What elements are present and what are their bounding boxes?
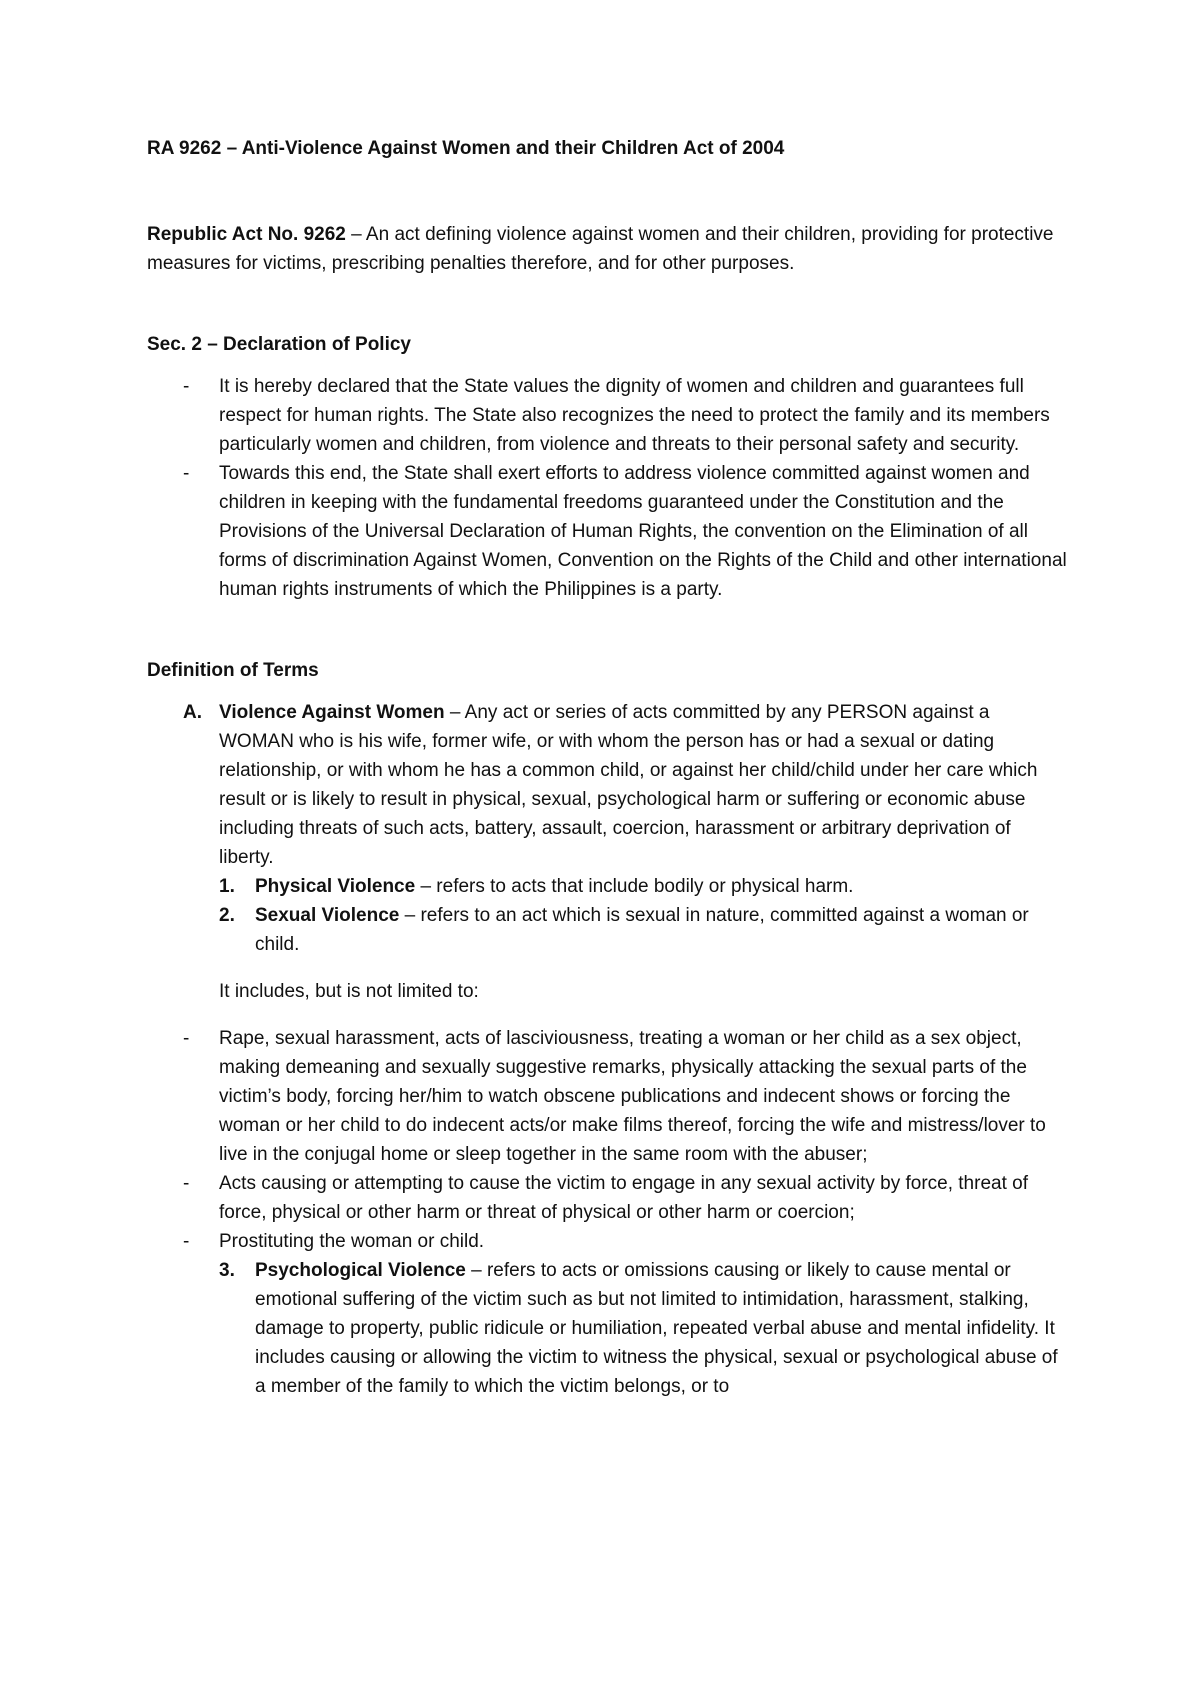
sexual-violence-item-text: Acts causing or attempting to cause the victim to engage in any sexual activity by force, threat of force, physical or other harm or threat of physical or other harm or coercion; — [219, 1173, 1028, 1223]
spacer — [147, 163, 1067, 220]
dash-bullet: - — [183, 463, 190, 484]
definitions-heading: Definition of Terms — [147, 660, 319, 681]
intro-lead: Republic Act No. 9262 — [147, 224, 346, 245]
definition-text: – refers to acts or omissions causing or likely to cause mental or emotional suffering of the victim such as but not limited to intimidation, harassment, stalking, damage to property, public ridicule or humiliation, repeated verbal abuse and mental infidelity. It includes causing or allowing the victim to witness the physical, sexual or psychological abuse of a member of the family to which the victim belongs, or to — [255, 1260, 1058, 1397]
definition-term: Psychological Violence — [255, 1260, 466, 1281]
alpha-marker: A. — [183, 702, 202, 723]
document-page — [147, 134, 1067, 1401]
definition-text: – Any act or series of acts committed by any PERSON against a WOMAN who is his wife, former wife, or with whom the person has or had a sexual or dating relationship, or with whom he has a common child, or against her child/child under her care which result or is likely to result in physical, sexual, psychological harm or suffering or economic abuse including threats of such acts, battery, assault, coercion, harassment or arbitrary deprivation of liberty. — [219, 702, 1038, 868]
number-marker: 2. — [219, 905, 235, 926]
sexual-violence-item — [147, 1024, 1067, 1169]
definition-2 — [147, 901, 1067, 959]
dash-bullet: - — [183, 376, 190, 397]
spacer — [147, 685, 1067, 698]
definition-a — [147, 698, 1067, 872]
document-title: RA 9262 – Anti-Violence Against Women and their Children Act of 2004 — [147, 138, 785, 159]
definition-term: Sexual Violence — [255, 905, 400, 926]
policy-item-text: Towards this end, the State shall exert efforts to address violence committed against women and children in keeping with the fundamental freedoms guaranteed under the Constitution and the Provisions of the Universal Declaration of Human Rights, the convention on the Elimination of all forms of discrimination Against Women, Convention on the Rights of the Child and other international human rights instruments of which the Philippines is a party. — [219, 463, 1067, 600]
dash-bullet: - — [183, 1231, 190, 1252]
spacer — [147, 959, 1067, 977]
intro-text: – An act defining violence against women and their children, providing for protective measures for victims, prescribing penalties therefore, and for other purposes. — [147, 224, 1054, 274]
includes-line: It includes, but is not limited to: — [219, 981, 479, 1002]
sexual-violence-item-text: Prostituting the woman or child. — [219, 1231, 485, 1252]
definition-1 — [147, 872, 1067, 901]
policy-item — [147, 459, 1067, 604]
spacer — [147, 278, 1067, 330]
number-marker: 1. — [219, 876, 235, 897]
definition-term: Violence Against Women — [219, 702, 445, 723]
sec2-heading: Sec. 2 – Declaration of Policy — [147, 334, 411, 355]
spacer — [147, 359, 1067, 372]
spacer — [147, 1006, 1067, 1024]
policy-item-text: It is hereby declared that the State values the dignity of women and children and guarantees full respect for human rights. The State also recognizes the need to protect the family and its members particularly women and children, from violence and threats to their personal safety and security. — [219, 376, 1050, 455]
number-marker: 3. — [219, 1260, 235, 1281]
intro-paragraph — [147, 220, 1067, 278]
sexual-violence-item-text: Rape, sexual harassment, acts of lasciviousness, treating a woman or her child as a sex object, making demeaning and sexually suggestive remarks, physically attacking the sexual parts of the victim’s body, forcing her/him to watch obscene publications and indecent shows or forcing the woman or her child to do indecent acts/or make films thereof, forcing the wife and mistress/lover to live in the conjugal home or sleep together in the same room with the abuser; — [219, 1028, 1046, 1165]
spacer — [147, 604, 1067, 656]
sexual-violence-item — [147, 1227, 1067, 1256]
definition-text: – refers to acts that include bodily or physical harm. — [415, 876, 854, 897]
policy-item — [147, 372, 1067, 459]
dash-bullet: - — [183, 1028, 190, 1049]
dash-bullet: - — [183, 1173, 190, 1194]
definition-text: – refers to an act which is sexual in nature, committed against a woman or child. — [255, 905, 1029, 955]
definition-term: Physical Violence — [255, 876, 416, 897]
sexual-violence-item — [147, 1169, 1067, 1227]
definition-3 — [147, 1256, 1067, 1401]
